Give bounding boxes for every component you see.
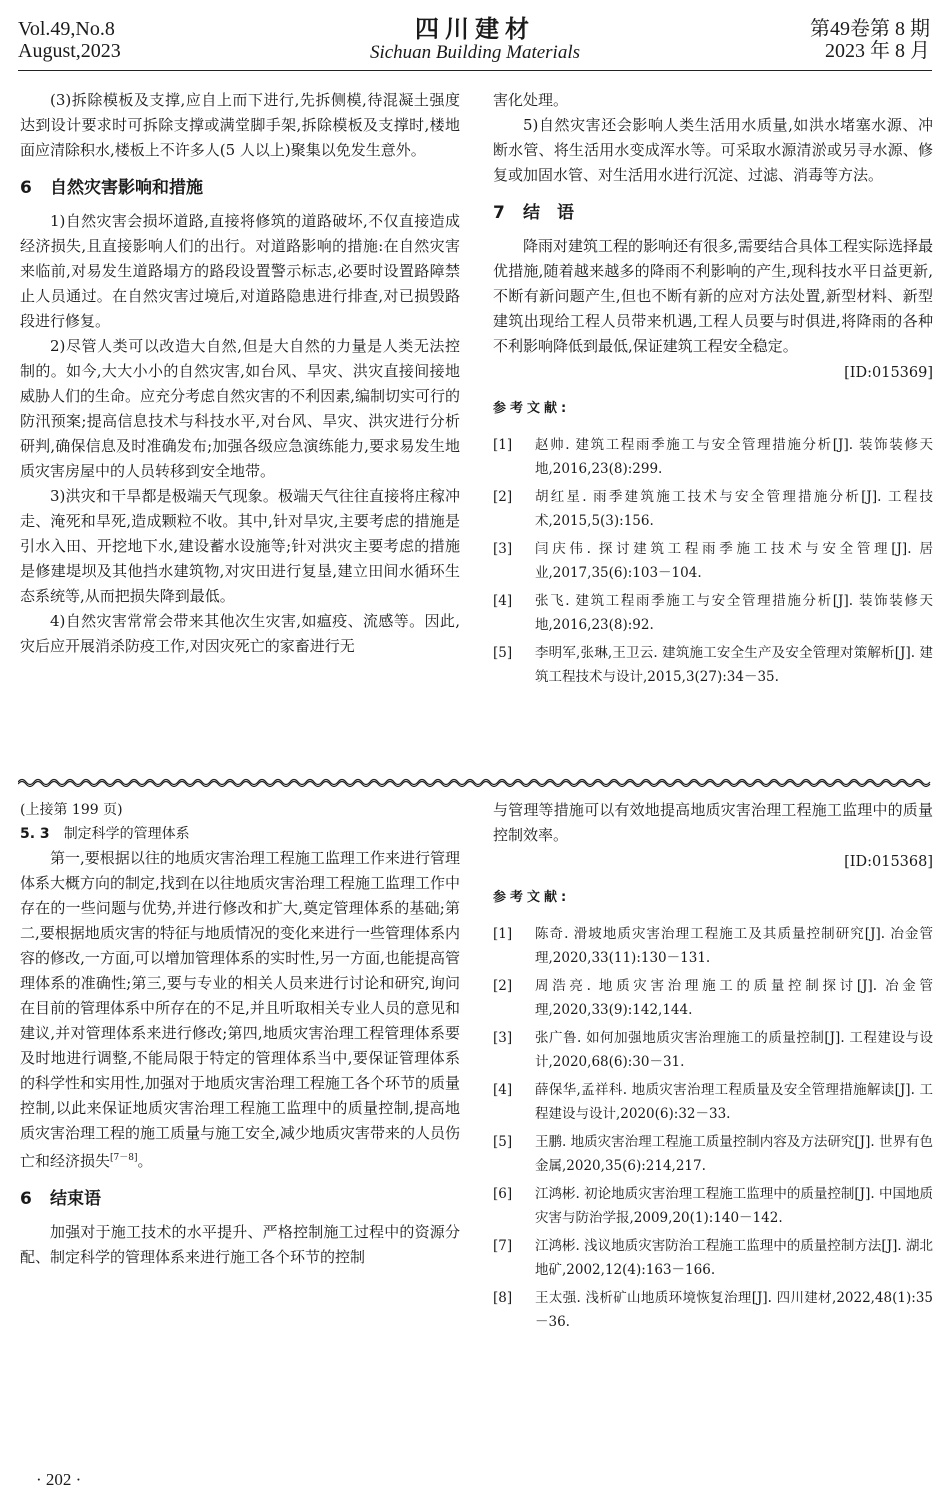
journal-name-en: Sichuan Building Materials — [369, 42, 581, 63]
reference-number: [2] — [493, 978, 513, 994]
reference-item — [493, 537, 933, 585]
article-id: [ID:015369] — [844, 365, 933, 381]
paragraph-end: 。 — [137, 1152, 153, 1170]
bottom-right-column — [493, 798, 933, 1338]
reference-list — [493, 433, 933, 689]
reference-number: [3] — [493, 1030, 513, 1046]
section-heading — [20, 175, 460, 201]
subsection-heading — [20, 822, 460, 846]
reference-item — [493, 1026, 933, 1074]
journal-title — [0, 16, 950, 64]
paragraph: 2)尽管人类可以改造大自然,但是大自然的力量是人类无法控制的。如今,大大小小的自然灾害,如台风、旱灾、洪灾直接间接地威胁人们的生命。应充分考虑自然灾害的不利因素,编制切实可行的防汛预案;提高信息技术与科技水平,对台风、旱灾、洪灾进行分析研判,确保信息及时准确发布;加强各级应急演练能力,要求易发生地质灾害房屋中的人员转移到安全地带。 — [20, 337, 460, 480]
reference-list — [493, 922, 933, 1334]
paragraph-text: 第一,要根据以往的地质灾害治理工程施工监理工作来进行管理体系大概方向的制定,找到在以往地质灾害治理工程施工监理工作中存在的一些问题与优势,并进行修改和扩大,奠定管理体系的基础;第二,要根据地质灾害的特征与地质情况的变化来进行一些管理体系内容的修改,一方面,可以增加管理体系的实时性,另一方面,也能提高管理体系的准确性;第三,要与专业的相关人员来进行讨论和研究,询问在目前的管理体系中所存在的不足,并且听取相关专业人员的意见和建议,并对管理体系来进行修改;第四,地质灾害治理工程管理体系要及时地进行调整,不能局限于特定的管理体系当中,要保证管理体系的科学性和实用性,加强对于地质灾害治理工程施工各个环节的质量控制,以此来保证地质灾害治理工程施工监理中的质量控制,提高地质灾害治理工程的施工质量与施工安全,减少地质灾害带来的人员伤亡和经济损失 — [20, 849, 460, 1170]
references-heading: 参考文献: — [493, 890, 571, 905]
journal-logo: 四川建材 — [415, 14, 535, 43]
paragraph: 3)洪灾和干旱都是极端天气现象。极端天气往往直接将庄稼冲走、淹死和旱死,造成颗粒不收。其中,针对旱灾,主要考虑的措施是引水入田、开挖地下水,建设蓄水设施等;针对洪灾主要考虑的措施是修建堤坝及其他挡水建筑物,对灾田进行复垦,建立田间水循环生态系统等,从而把损失降到最低。 — [20, 487, 460, 605]
volume-info-cn — [810, 18, 930, 62]
reference-item — [493, 1234, 933, 1282]
paragraph: 5)自然灾害还会影响人类生活用水质量,如洪水堵塞水源、冲断水管、将生活用水变成浑水等。可采取水源清淤或另寻水源、修复或加固水管、对生活用水进行沉淀、过滤、消毒等方法。 — [493, 116, 933, 184]
section-number: 6 — [20, 1189, 32, 1209]
page-number: · 202 · — [36, 1470, 82, 1489]
reference-item — [493, 641, 933, 689]
section-number: 7 — [493, 203, 505, 223]
page-header — [0, 0, 950, 80]
top-right-column — [493, 88, 933, 693]
reference-item — [493, 485, 933, 533]
reference-number: [1] — [493, 437, 513, 453]
reference-number: [6] — [493, 1186, 513, 1202]
reference-number: [1] — [493, 926, 513, 942]
reference-item — [493, 1182, 933, 1230]
paragraph: 与管理等措施可以有效地提高地质灾害治理工程施工监理中的质量控制效率。 — [493, 801, 933, 844]
issue-date-cn: 2023 年 8 月 — [825, 40, 930, 62]
reference-item — [493, 589, 933, 637]
reference-number: [2] — [493, 489, 513, 505]
reference-text: 张广鲁. 如何加强地质灾害治理施工的质量控制[J]. 工程建设与设计,2020,68(6):30－31. — [535, 1030, 933, 1070]
reference-item — [493, 433, 933, 481]
article-divider — [18, 777, 932, 787]
reference-text: 薛保华,孟祥科. 地质灾害治理工程质量及安全管理措施解读[J]. 工程建设与设计,2020(6):32－33. — [535, 1082, 933, 1122]
section-number: 6 — [20, 178, 32, 198]
reference-number: [8] — [493, 1290, 513, 1306]
reference-text: 陈奇. 滑坡地质灾害治理工程施工及其质量控制研究[J]. 冶金管理,2020,33(11):130－131. — [535, 926, 933, 966]
section-title: 结 语 — [523, 203, 574, 223]
paragraph — [20, 846, 460, 1174]
reference-text: 张飞. 建筑工程雨季施工与安全管理措施分析[J]. 装饰装修天地,2016,23(8):92. — [535, 593, 933, 633]
reference-number: [5] — [493, 1134, 513, 1150]
reference-text: 江鸿彬. 初论地质灾害治理工程施工监理中的质量控制[J]. 中国地质灾害与防治学报,2009,20(1):140－142. — [535, 1186, 933, 1226]
reference-text: 闫庆伟. 探讨建筑工程雨季施工技术与安全管理[J]. 居业,2017,35(6):103－104. — [535, 541, 933, 581]
issue-date-en: August,2023 — [18, 40, 121, 62]
reference-number: [5] — [493, 645, 513, 661]
paragraph: 加强对于施工技术的水平提升、严格控制施工过程中的资源分配、制定科学的管理体系来进行施工各个环节的控制 — [20, 1223, 460, 1266]
reference-text: 胡红星. 雨季建筑施工技术与安全管理措施分析[J]. 工程技术,2015,5(3):156. — [535, 489, 933, 529]
reference-text: 李明军,张琳,王卫云. 建筑施工安全生产及安全管理对策解析[J]. 建筑工程技术与设计,2015,3(27):34－35. — [535, 645, 933, 685]
continued-note: (上接第 199 页) — [20, 802, 123, 818]
citation: [7－8] — [110, 1153, 138, 1163]
reference-item — [493, 974, 933, 1022]
article-id: [ID:015368] — [844, 854, 933, 870]
section-title: 结束语 — [50, 1189, 101, 1209]
section-heading — [493, 200, 933, 226]
section-heading — [20, 1186, 460, 1212]
reference-item — [493, 1286, 933, 1334]
references-heading: 参考文献: — [493, 401, 571, 416]
reference-number: [4] — [493, 593, 513, 609]
paragraph: 害化处理。 — [493, 91, 569, 109]
paragraph: 1)自然灾害会损坏道路,直接将修筑的道路破坏,不仅直接造成经济损失,且直接影响人们的出行。对道路影响的措施:在自然灾害来临前,对易发生道路塌方的路段设置警示标志,必要时设置路障禁止人员通过。在自然灾害过境后,对道路隐患进行排查,对已损毁路段进行修复。 — [20, 212, 460, 330]
reference-number: [7] — [493, 1238, 513, 1254]
reference-number: [3] — [493, 541, 513, 557]
reference-text: 王太强. 浅析矿山地质环境恢复治理[J]. 四川建材,2022,48(1):35－36. — [535, 1290, 933, 1330]
header-rule — [18, 70, 932, 71]
reference-text: 江鸿彬. 浅议地质灾害防治工程施工监理中的质量控制方法[J]. 湖北地矿,2002,12(4):163－166. — [535, 1238, 933, 1278]
paragraph: 降雨对建筑工程的影响还有很多,需要结合具体工程实际选择最优措施,随着越来越多的降雨不利影响的产生,现科技水平日益更新,不断有新问题产生,但也不断有新的应对方法处置,新型材料、新型建筑出现给工程人员带来机遇,工程人员要与时俱进,将降雨的各种不利影响降低到最低,保证建筑工程安全稳定。 — [493, 237, 933, 355]
subsection-number: 5. 3 — [20, 826, 50, 842]
bottom-left-column — [20, 798, 460, 1270]
volume-number-cn: 第49卷第 8 期 — [810, 18, 930, 40]
subsection-title: 制定科学的管理体系 — [63, 826, 190, 842]
reference-text: 周浩亮. 地质灾害治理施工的质量控制探讨[J]. 冶金管理,2020,33(9):142,144. — [535, 978, 933, 1018]
reference-item — [493, 1130, 933, 1178]
paragraph: 4)自然灾害常常会带来其他次生灾害,如瘟疫、流感等。因此,灾后应开展消杀防疫工作,对因灾死亡的家畜进行无 — [20, 612, 460, 655]
reference-number: [4] — [493, 1082, 513, 1098]
top-left-column — [20, 88, 460, 659]
paragraph: (3)拆除模板及支撑,应自上而下进行,先拆侧模,待混凝土强度达到设计要求时可拆除支撑或满堂脚手架,拆除模板及支撑时,楼地面应清除积水,楼板上不许多人(5 人以上)聚集以免发生意外。 — [20, 91, 460, 159]
reference-text: 赵帅. 建筑工程雨季施工与安全管理措施分析[J]. 装饰装修天地,2016,23(8):299. — [535, 437, 933, 477]
reference-item — [493, 922, 933, 970]
section-title: 自然灾害影响和措施 — [50, 178, 203, 198]
volume-number: Vol.49,No.8 — [18, 18, 115, 40]
reference-text: 王鹏. 地质灾害治理工程施工质量控制内容及方法研究[J]. 世界有色金属,2020,35(6):214,217. — [535, 1134, 933, 1174]
reference-item — [493, 1078, 933, 1126]
